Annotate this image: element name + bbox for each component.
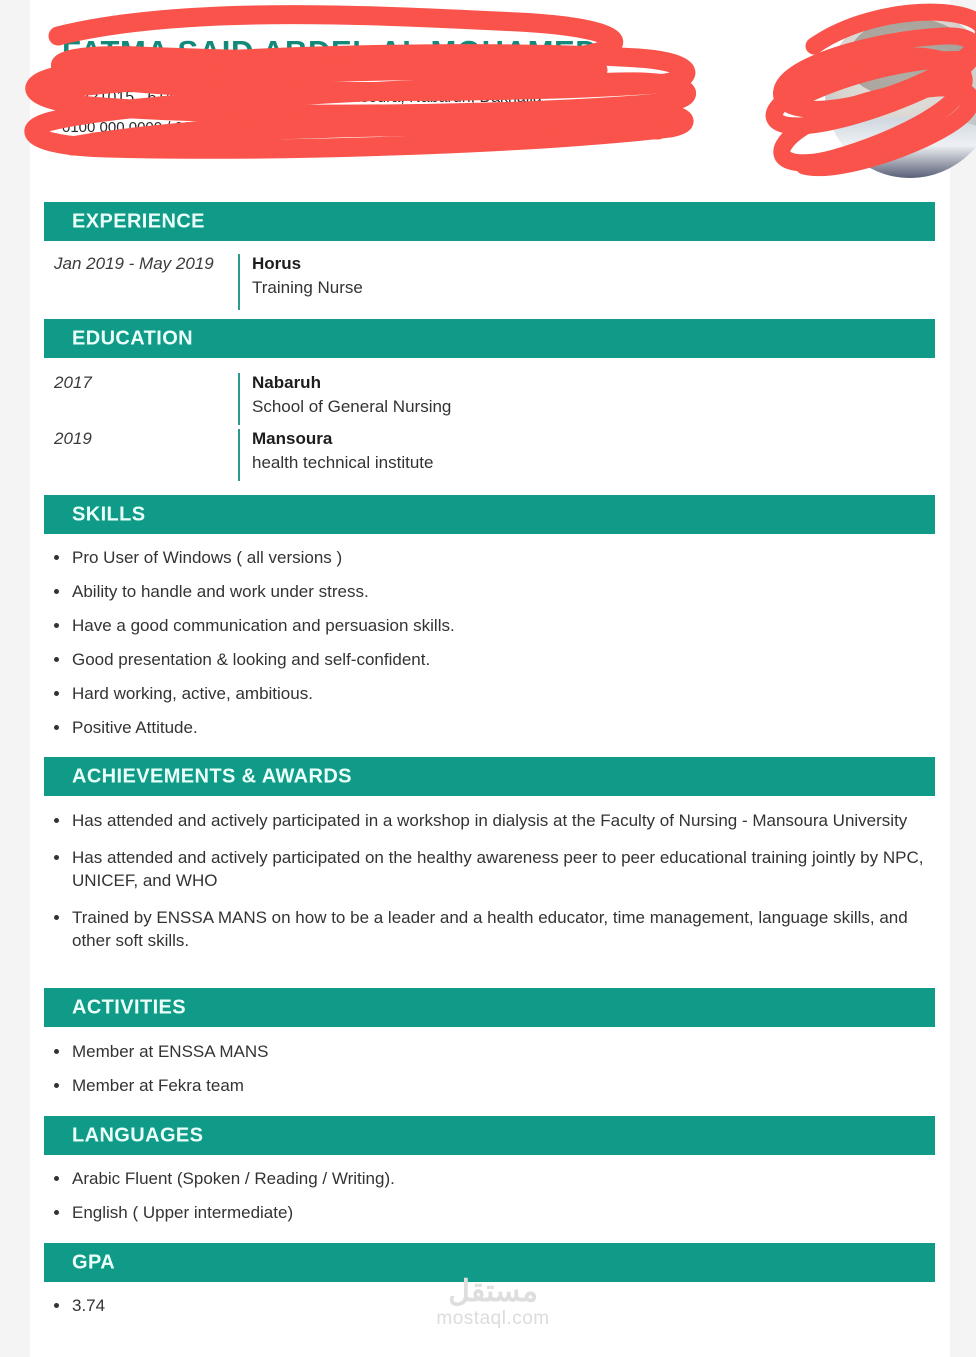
contact-row-primary	[62, 88, 702, 108]
contact-email	[62, 88, 254, 108]
experience-entry-org: Horus	[252, 254, 302, 273]
list-item: Positive Attitude.	[44, 716, 939, 739]
section-title-activities: ACTIVITIES	[72, 996, 187, 1018]
list-item: Good presentation & looking and self-confident.	[44, 648, 939, 671]
section-bar-education	[44, 319, 935, 358]
section-title-gpa: GPA	[72, 1251, 116, 1273]
skills-list	[44, 546, 939, 750]
education-entry-role: health technical institute	[252, 453, 434, 472]
avatar-hair	[849, 18, 971, 96]
experience-entry-role: Training Nurse	[252, 278, 363, 297]
entry-divider	[238, 429, 240, 481]
education-entry-role: School of General Nursing	[252, 397, 452, 416]
page-gutter-left	[0, 0, 30, 1357]
section-bar-languages	[44, 1116, 935, 1155]
education-entry-date: 2017	[54, 373, 92, 392]
experience-entry-date: Jan 2019 - May 2019	[54, 254, 214, 273]
list-item: Hard working, active, ambitious.	[44, 682, 939, 705]
watermark-url: mostaql.com	[436, 1308, 550, 1329]
education-entry	[44, 371, 935, 433]
list-item: English ( Upper intermediate)	[44, 1201, 939, 1224]
contact-location-text: Mansoura, Nabaruh, Dakhalia	[329, 89, 542, 107]
contact-location	[313, 88, 542, 108]
achievements-list	[44, 809, 939, 966]
section-bar-experience	[44, 202, 935, 241]
entry-divider	[238, 373, 240, 425]
watermark	[418, 1276, 568, 1330]
candidate-name: FATMA SAID ABDEL AL MOHAMED	[62, 34, 599, 69]
redaction-scribble-header	[0, 0, 718, 166]
section-title-experience: EXPERIENCE	[72, 210, 205, 232]
resume-header	[30, 0, 950, 186]
contact-phone: 0100 000 0000 / 010 0000 0000	[62, 119, 275, 136]
watermark-arabic-logo: مستقل	[448, 1275, 538, 1308]
avatar	[825, 8, 976, 178]
contact-email-text: f21015...61@gmail.com	[85, 89, 255, 107]
list-item: 3.74	[44, 1294, 939, 1317]
experience-entry-body	[252, 252, 363, 300]
avatar-shirt	[825, 117, 976, 178]
page-gutter-right	[950, 0, 976, 1357]
education-entry	[44, 427, 935, 489]
list-item: Member at Fekra team	[44, 1074, 939, 1097]
list-item: Pro User of Windows ( all versions )	[44, 546, 939, 569]
experience-entry	[44, 252, 935, 322]
education-entry-org: Mansoura	[252, 429, 333, 448]
education-entry-org: Nabaruh	[252, 373, 321, 392]
list-item: Has attended and actively participated in a workshop in dialysis at the Faculty of Nursing - Mansoura University	[44, 809, 939, 832]
list-item: Member at ENSSA MANS	[44, 1040, 939, 1063]
at-sign-icon: @	[62, 88, 80, 107]
section-title-achievements: ACHIEVEMENTS & AWARDS	[72, 765, 352, 787]
list-item: Have a good communication and persuasion skills.	[44, 614, 939, 637]
education-entry-body	[252, 371, 451, 419]
section-bar-achievements	[44, 757, 935, 796]
education-entry-body	[252, 427, 433, 475]
entry-divider	[238, 254, 240, 310]
section-title-languages: LANGUAGES	[72, 1124, 204, 1146]
activities-list	[44, 1040, 939, 1108]
section-title-skills: SKILLS	[72, 503, 146, 525]
section-bar-skills	[44, 495, 935, 534]
map-pin-icon: ●	[312, 88, 324, 107]
section-title-education: EDUCATION	[72, 327, 194, 349]
list-item: Has attended and actively participated on the healthy awareness peer to peer educational training jointly by NPC, UNICEF, and WHO	[44, 846, 939, 892]
list-item: Arabic Fluent (Spoken / Reading / Writing).	[44, 1167, 939, 1190]
list-item: Trained by ENSSA MANS on how to be a leader and a health educator, time management, language skills, and other soft skills.	[44, 906, 939, 952]
section-bar-activities	[44, 988, 935, 1027]
education-entry-date: 2019	[54, 429, 92, 448]
languages-list	[44, 1167, 939, 1235]
list-item: Ability to handle and work under stress.	[44, 580, 939, 603]
